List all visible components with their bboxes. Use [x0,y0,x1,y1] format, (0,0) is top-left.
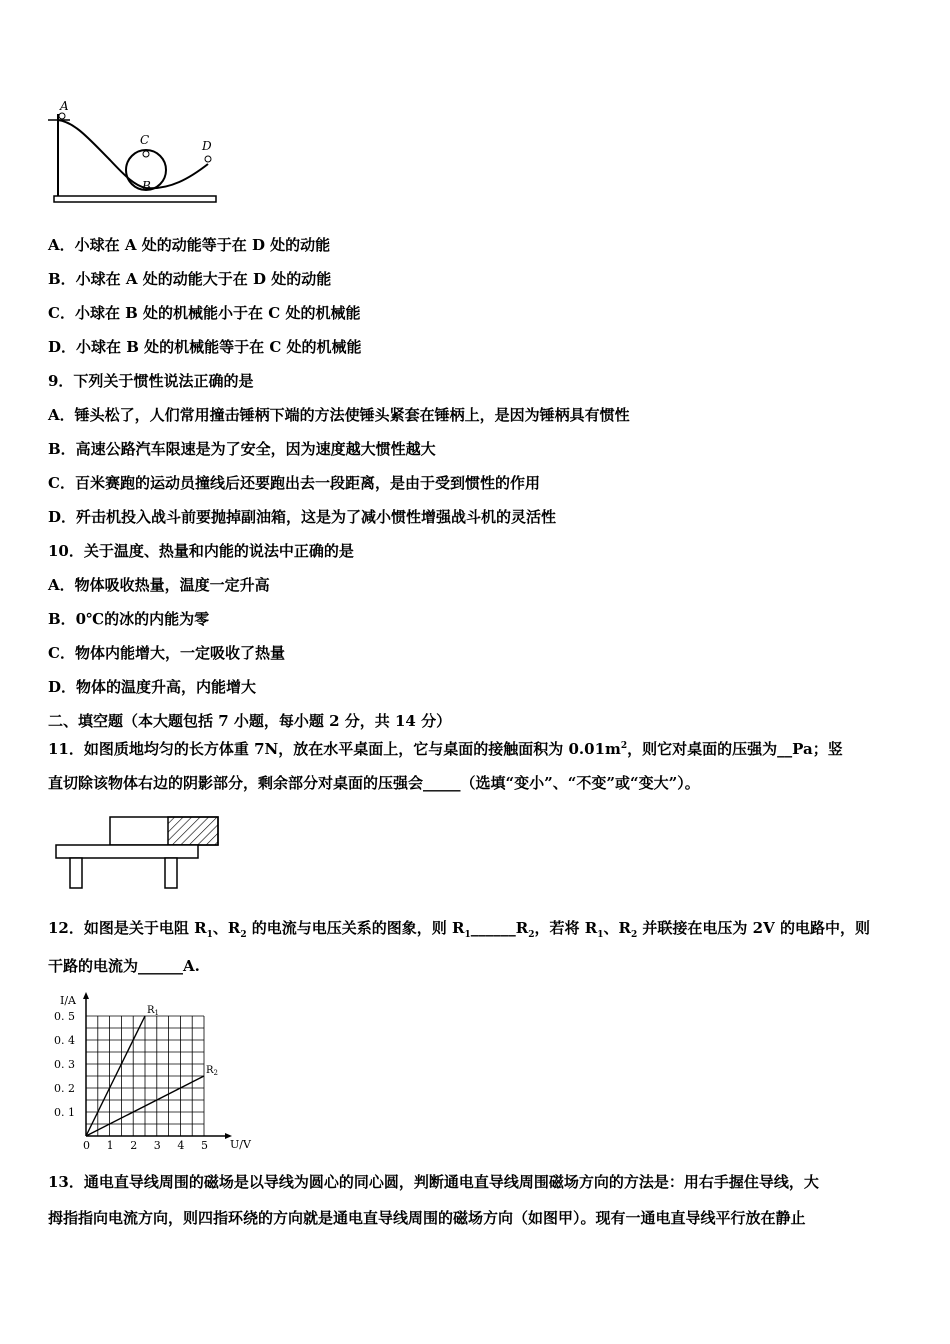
x-tick-label: 4 [177,1139,185,1152]
label-a: A [60,100,69,113]
label-c: C [140,133,150,147]
x-axis-label: U/V [230,1138,251,1151]
q10-option-c: C．物体内能增大，一定吸收了热量 [48,644,285,662]
table-leg-right [165,858,177,888]
x-tick-label: 0 [83,1139,90,1152]
q12-t-e: ，若将 R [534,919,598,937]
q10-option-a: A．物体吸收热量，温度一定升高 [48,576,270,594]
table-figure [52,812,224,892]
iv-chart [50,990,260,1152]
series-label-r2: $R_2$ [206,1065,218,1077]
label-b: B [142,179,151,193]
y-tick-label: 0. 3 [54,1058,75,1071]
q10-option-d: D．物体的温度升高，内能增大 [48,678,257,696]
q12-t-b: 、R [212,919,241,937]
q9-option-c: C．百米赛跑的运动员撞线后还要跑出去一段距离，是由于受到惯性的作用 [48,474,540,492]
ball-d [205,156,211,162]
q13-line2: 拇指指向电流方向，则四指环绕的方向就是通电直导线周围的磁场方向（如图甲）。现有一通电直导线平行放在静止 [48,1209,806,1227]
label-d: D [202,139,212,153]
q11-sup: 2 [620,741,628,751]
q10-option-b: B．0℃的冰的内能为零 [48,610,210,628]
x-tick-label: 3 [153,1139,161,1152]
shaded-part [168,817,218,845]
q8-option-a: A．小球在 A 处的动能等于在 D 处的动能 [48,236,331,254]
q9-option-d: D．歼击机投入战斗前要抛掉副油箱，这是为了减小惯性增强战斗机的灵活性 [48,508,557,526]
ground [54,196,216,202]
q12-line1 [48,918,870,938]
q12-sub-1b: 1 [464,930,471,940]
table-top [56,845,198,858]
q11-text-b: ，则它对桌面的压强为__Pa；竖 [627,740,843,758]
q12-t-d: ______R [470,919,529,937]
q12-t-g: 并联接在电压为 2V 的电路中，则 [637,919,870,937]
y-axis-arrow [83,992,89,999]
y-tick-label: 0. 1 [54,1106,75,1119]
x-tick-label: 1 [106,1139,114,1152]
q10-stem: 10．关于温度、热量和内能的说法中正确的是 [48,542,354,560]
x-tick-label: 5 [201,1139,208,1152]
q12-t-c: 的电流与电压关系的图象，则 R [246,919,465,937]
q9-stem: 9．下列关于惯性说法正确的是 [48,372,254,390]
q9-option-a: A．锤头松了，人们常用撞击锤柄下端的方法使锤头紧套在锤柄上，是因为锤柄具有惯性 [48,406,630,424]
q12-sub-1c: 1 [597,930,604,940]
q12-sub-2b: 2 [528,930,535,940]
y-tick-label: 0. 2 [54,1082,75,1095]
ball-c [143,151,149,157]
q13-line1: 13．通电直导线周围的磁场是以导线为圆心的同心圆，判断通电直导线周围磁场方向的方法是：用右手握住导线，大 [48,1173,819,1191]
series-label-r1: $R_1$ [147,1005,159,1017]
section-heading: 二、填空题（本大题包括 7 小题，每小题 2 分，共 14 分） [48,712,452,730]
q8-option-b: B．小球在 A 处的动能大于在 D 处的动能 [48,270,332,288]
q12-sub-2c: 2 [630,930,638,940]
ball-a [59,113,65,119]
y-tick-label: 0. 4 [54,1034,75,1047]
table-leg-left [70,858,82,888]
q12-sub-2a: 2 [240,930,247,940]
track-figure [40,100,230,208]
q11-line1 [48,739,843,759]
q12-t-f: 、R [603,919,631,937]
q11-text-a: 11．如图质地均匀的长方体重 7N，放在水平桌面上，它与桌面的接触面积为 0.01m [48,740,621,758]
x-tick-label: 2 [130,1139,138,1152]
q8-option-d: D．小球在 B 处的机械能等于在 C 处的机械能 [48,338,362,356]
y-tick-label: 0. 5 [54,1010,75,1023]
chart-grid [86,1016,204,1136]
q12-t-a: 12．如图是关于电阻 R [48,919,207,937]
q8-option-c: C．小球在 B 处的机械能小于在 C 处的机械能 [48,304,361,322]
q12-line2: 干路的电流为______A. [48,957,200,975]
q11-line2: 直切除该物体右边的阴影部分，剩余部分对桌面的压强会_____（选填“变小”、“不变”或“变大”）。 [48,774,700,792]
q9-option-b: B．高速公路汽车限速是为了安全，因为速度越大惯性越大 [48,440,436,458]
q12-sub-1a: 1 [206,930,213,940]
y-axis-label: I/A [60,994,76,1007]
